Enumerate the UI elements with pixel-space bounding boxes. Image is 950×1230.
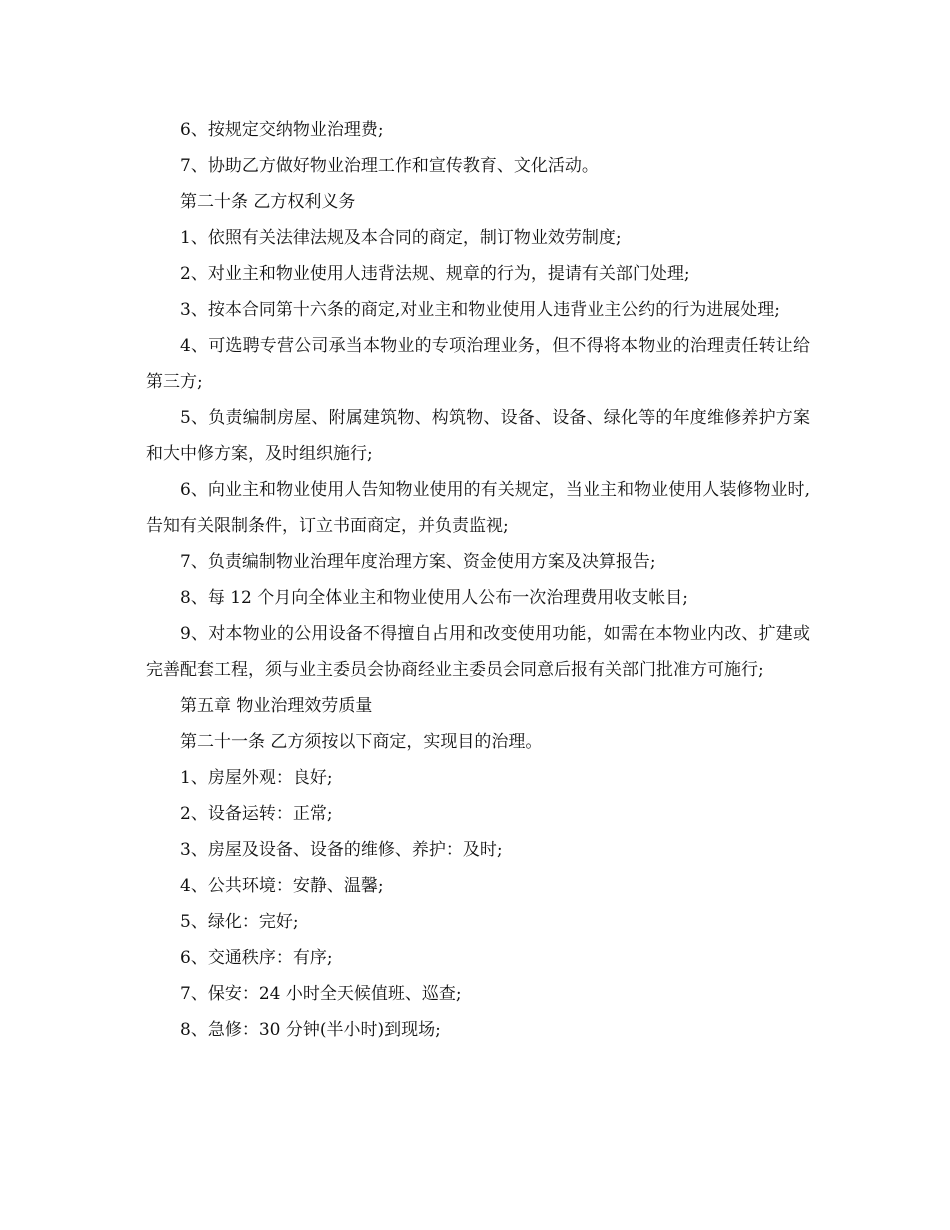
quality-item-1: 1、房屋外观：良好; (180, 768, 333, 788)
paragraph-right-6: 6、向业主和物业使用人告知物业使用的有关规定，当业主和物业使用人装修物业时,告知有关限制条件，订立书面商定，并负责监视; (146, 480, 810, 536)
paragraph-right-8: 8、每 12 个月向全体业主和物业使用人公布一次治理费用收支帐目; (180, 588, 688, 608)
paragraph-right-2: 2、对业主和物业使用人违背法规、规章的行为，提请有关部门处理; (180, 264, 690, 284)
article-21-heading: 第二十一条 乙方须按以下商定，实现目的治理。 (180, 732, 543, 752)
quality-item-8: 8、急修：30 分钟(半小时)到现场; (180, 1020, 441, 1040)
paragraph-right-1: 1、依照有关法律法规及本合同的商定，制订物业效劳制度; (180, 228, 622, 248)
quality-item-6: 6、交通秩序：有序; (180, 948, 333, 968)
paragraph-duty-7-assist: 7、协助乙方做好物业治理工作和宣传教育、文化活动。 (180, 156, 599, 176)
chapter-5-heading: 第五章 物业治理效劳质量 (180, 696, 373, 716)
paragraph-right-3: 3、按本合同第十六条的商定,对业主和物业使用人违背业主公约的行为进展处理; (180, 300, 780, 320)
quality-item-5: 5、绿化：完好; (180, 912, 299, 932)
document-body (146, 112, 810, 1048)
paragraph-right-7: 7、负责编制物业治理年度治理方案、资金使用方案及决算报告; (180, 552, 656, 572)
article-20-heading: 第二十条 乙方权利义务 (180, 192, 356, 212)
paragraph-right-5: 5、负责编制房屋、附属建筑物、构筑物、设备、设备、绿化等的年度维修养护方案和大中修方案，及时组织施行; (146, 408, 810, 464)
paragraph-right-4: 4、可选聘专营公司承当本物业的专项治理业务，但不得将本物业的治理责任转让给第三方; (146, 336, 810, 392)
paragraph-right-9: 9、对本物业的公用设备不得擅自占用和改变使用功能，如需在本物业内改、扩建或完善配套工程，须与业主委员会协商经业主委员会同意后报有关部门批准方可施行; (146, 624, 810, 680)
quality-item-4: 4、公共环境：安静、温馨; (180, 876, 384, 896)
quality-item-2: 2、设备运转：正常; (180, 804, 333, 824)
quality-item-7: 7、保安：24 小时全天候值班、巡查; (180, 984, 462, 1004)
quality-item-3: 3、房屋及设备、设备的维修、养护：及时; (180, 840, 503, 860)
paragraph-duty-6-fee: 6、按规定交纳物业治理费; (180, 120, 384, 140)
